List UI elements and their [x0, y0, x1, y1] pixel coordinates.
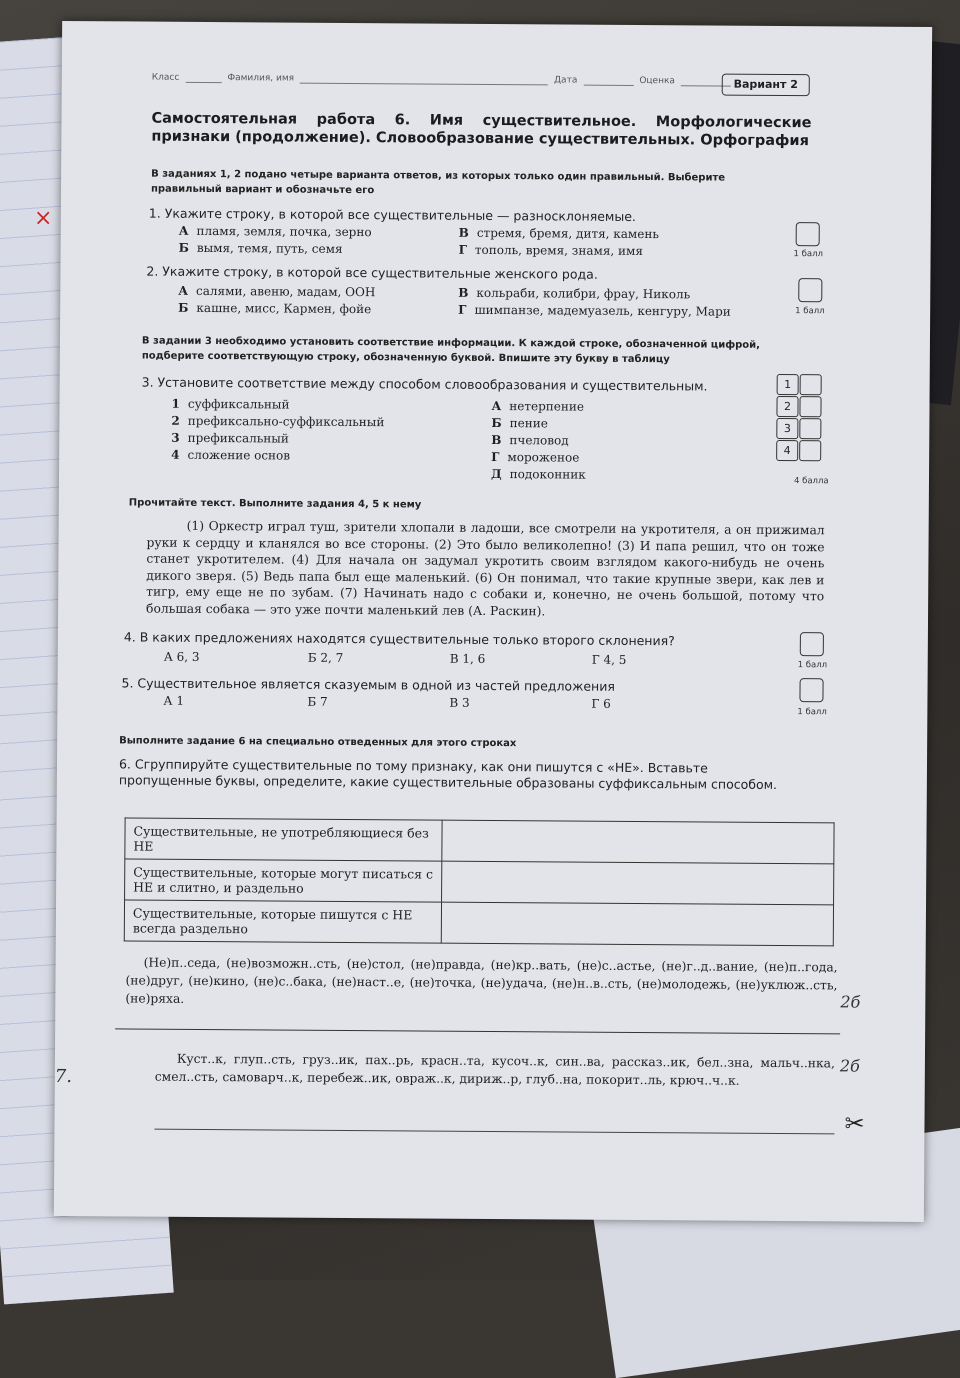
q2-points: 1 балл [795, 306, 825, 317]
q5-points: 1 балл [797, 707, 827, 718]
question-5: 5. Существительное является сказуемым в одной из частей предложения [121, 675, 615, 694]
q3-left-3 [171, 431, 289, 446]
variant-badge: Вариант 2 [722, 74, 810, 97]
item-text: префиксальный [187, 430, 289, 446]
instruction-3: В задании 3 необходимо установить соответствие информации. К каждой строке, обозначенной цифрой, подберите соответствующую строку, обозначенную буквой. Впишите эту букву в таблицу [141, 335, 761, 366]
question-3: 3. Установите соответствие между способом словообразования и существительным. [141, 374, 708, 394]
q4-answer-box[interactable] [800, 632, 824, 656]
option-text: тополь, время, знамя, имя [474, 242, 644, 259]
option-text: салями, авеню, мадам, ООН [196, 283, 376, 300]
grid-row [776, 418, 822, 440]
name-field[interactable] [300, 73, 548, 86]
table-answer-cell[interactable] [442, 861, 834, 905]
grid-number: 4 [776, 440, 798, 461]
table-row-label: Существительные, не употребляющиеся без НЕ [125, 818, 442, 861]
q1-answer-box[interactable] [796, 222, 820, 246]
q2-option-v[interactable] [458, 286, 690, 302]
item-number: 1 [171, 396, 180, 411]
item-text: мороженое [507, 450, 580, 465]
q4-option-g[interactable]: Г 4, 5 [591, 652, 627, 667]
q3-right-v [491, 433, 569, 448]
item-number: 3 [171, 430, 180, 445]
table-answer-cell[interactable] [441, 902, 833, 946]
q3-right-g [491, 450, 579, 465]
q5-option-g[interactable]: Г 6 [591, 696, 611, 711]
divider [115, 1028, 840, 1034]
q3-left-4 [171, 448, 290, 463]
q3-right-b [491, 416, 548, 430]
q3-points: 4 балла [793, 476, 829, 487]
handwritten-mark: 2б [840, 992, 861, 1012]
q5-option-b[interactable]: Б 7 [307, 694, 328, 709]
item-text: пчеловод [509, 433, 569, 448]
red-mark: × [34, 206, 53, 231]
grid-row [776, 396, 822, 418]
grid-answer-cell[interactable] [800, 374, 822, 395]
name-label: Фамилия, имя [227, 73, 295, 84]
option-text: вымя, темя, путь, семя [196, 240, 343, 256]
table-row [125, 818, 834, 864]
grid-answer-cell[interactable] [799, 440, 821, 461]
q6-word-list: (Не)п..седа, (не)возможн..сть, (не)стол, (не)правда, (не)кр..вать, (не)с..астье, (не)г..д..вание, (не)п..года, (не)друг, (не)кино, (не)с..бака, (не)наст..е, (не)точка, (не)удача, (не)н..в..сть, (не)молодежь, (не)уклюж..сть, (не)ряха. [125, 955, 838, 1006]
item-text: суффиксальный [187, 396, 290, 412]
item-letter: Б [491, 415, 502, 431]
q3-answer-grid [776, 374, 823, 462]
item-number: 4 [171, 447, 180, 462]
option-text: стремя, бремя, дитя, камень [476, 225, 659, 242]
reading-passage: (1) Оркестр играл туш, зрители хлопали в ладоши, все смотрели на укротителя, а он прижимал руки к сердцу и кланялся во все стороны. (2) Это было великолепно! (3) И папа решил, что он тоже станет укротителем. (4) Для начала он задумал укротить своим взглядом какого-нибудь не очень дикого зверя. (5) Ведь папа был еще маленький. (6) Он понимал, что такие крупные звери, как лев и тигр, ему еще не по зубам. (7) Начинать надо с собаки и, конечно, не очень большой, потому что большая собака — это уже почти маленький лев (А. Раскин). [146, 518, 825, 618]
grid-number: 2 [776, 396, 798, 417]
instruction-6: Выполните задание 6 на специально отведенных для этого строках [119, 735, 517, 750]
grid-answer-cell[interactable] [799, 396, 821, 417]
question-1: 1. Укажите строку, в которой все существительные — разносклоняемые. [148, 205, 636, 224]
instruction-4-5: Прочитайте текст. Выполните задания 4, 5 к нему [128, 497, 422, 511]
grid-answer-cell[interactable] [799, 418, 821, 439]
q1-points: 1 балл [793, 249, 824, 260]
option-letter: В [458, 285, 469, 300]
q4-option-v[interactable]: В 1, 6 [449, 651, 486, 666]
q6-table [124, 817, 835, 946]
item-number: 2 [171, 413, 180, 428]
option-text: кольраби, колибри, фрау, Николь [476, 285, 691, 302]
q5-option-a[interactable]: А 1 [163, 693, 185, 708]
q1-option-g[interactable] [459, 243, 643, 258]
question-2: 2. Укажите строку, в которой все существительные женского рода. [146, 263, 598, 282]
table-row [125, 859, 834, 905]
item-letter: В [491, 432, 502, 448]
grid-row [777, 374, 823, 396]
item-text: префиксально-суффиксальный [187, 413, 385, 430]
table-row-label: Существительные, которые пишутся с НЕ всегда раздельно [124, 900, 441, 943]
q1-option-v[interactable] [459, 226, 659, 241]
q1-option-a[interactable] [179, 224, 372, 239]
option-text: пламя, земля, почка, зерно [196, 223, 372, 240]
option-text: кашне, мисс, Кармен, фойе [196, 300, 372, 317]
q5-option-v[interactable]: В 3 [449, 695, 470, 710]
grid-number: 1 [777, 374, 799, 395]
date-field[interactable] [583, 75, 633, 86]
table-row-label: Существительные, которые могут писаться с НЕ и слитно, и раздельно [125, 859, 442, 902]
option-letter: А [178, 223, 189, 238]
instruction-1-2: В заданиях 1, 2 подано четыре варианта ответов, из которых только один правильный. Выберите правильный вариант и обозначьте его [150, 168, 726, 197]
q2-option-b[interactable] [178, 301, 371, 316]
cut-line [154, 1129, 834, 1135]
q4-option-a[interactable]: А 6, 3 [163, 649, 200, 664]
item-letter: А [491, 398, 502, 414]
item-text: подоконник [509, 467, 586, 482]
date-label: Дата [554, 75, 578, 86]
page-title: Самостоятельная работа 6. Имя существительное. Морфологические признаки (продолжение). Словообразование существительных. Орфография [151, 110, 812, 150]
option-letter: А [178, 283, 189, 298]
item-text: пение [509, 416, 548, 431]
question-6: 6. Сгруппируйте существительные по тому признаку, как они пишутся с «НЕ». Вставьте пропущенные буквы, определите, какие существительные образованы суффиксальным способом. [118, 756, 778, 792]
table-row [124, 900, 833, 946]
option-letter: Б [178, 300, 189, 315]
grade-label: Оценка [639, 76, 675, 87]
grid-row [776, 440, 822, 462]
worksheet [54, 21, 932, 1222]
class-label: Класс [151, 72, 180, 83]
q3-right-d [491, 467, 586, 482]
q2-answer-box[interactable] [798, 278, 822, 302]
q4-points: 1 балл [797, 660, 828, 671]
grid-number: 3 [776, 418, 798, 439]
student-info-row [152, 72, 802, 88]
q2-option-a[interactable] [178, 284, 375, 299]
option-letter: Б [178, 240, 189, 255]
handwritten-question-number: 7. [54, 1065, 73, 1088]
scissors-icon: ✂ [844, 1109, 865, 1138]
option-letter: Г [458, 302, 467, 317]
option-text: шимпанзе, мадемуазель, кенгуру, Мари [474, 302, 731, 319]
q2-option-g[interactable] [458, 303, 731, 319]
option-letter: В [458, 225, 469, 240]
table-answer-cell[interactable] [442, 820, 834, 864]
q1-option-b[interactable] [179, 241, 343, 256]
item-text: сложение основ [187, 447, 291, 463]
item-letter: Д [490, 466, 502, 482]
q7-word-list: Куст..к, глуп..сть, груз..ик, пах..рь, красн..та, кусоч..к, син..ва, рассказ..ик, бел..зна, мальч..нка, смел..сть, самоварч..к, перебеж..ик, овраж..к, дириж..р, глуб..на, покорит..ль, крюч..ч..к. [154, 1051, 835, 1088]
class-field[interactable] [185, 72, 221, 83]
q3-left-2 [171, 414, 384, 429]
q5-answer-box[interactable] [799, 678, 823, 702]
option-letter: Г [458, 242, 467, 257]
handwritten-mark: 2б [839, 1056, 860, 1076]
q3-right-a [491, 399, 584, 414]
question-4: 4. В каких предложениях находятся существительные только второго склонения? [123, 629, 675, 649]
q3-left-1 [171, 397, 289, 412]
q4-option-b[interactable]: Б 2, 7 [307, 650, 344, 665]
item-letter: Г [491, 449, 500, 465]
item-text: нетерпение [509, 399, 585, 414]
